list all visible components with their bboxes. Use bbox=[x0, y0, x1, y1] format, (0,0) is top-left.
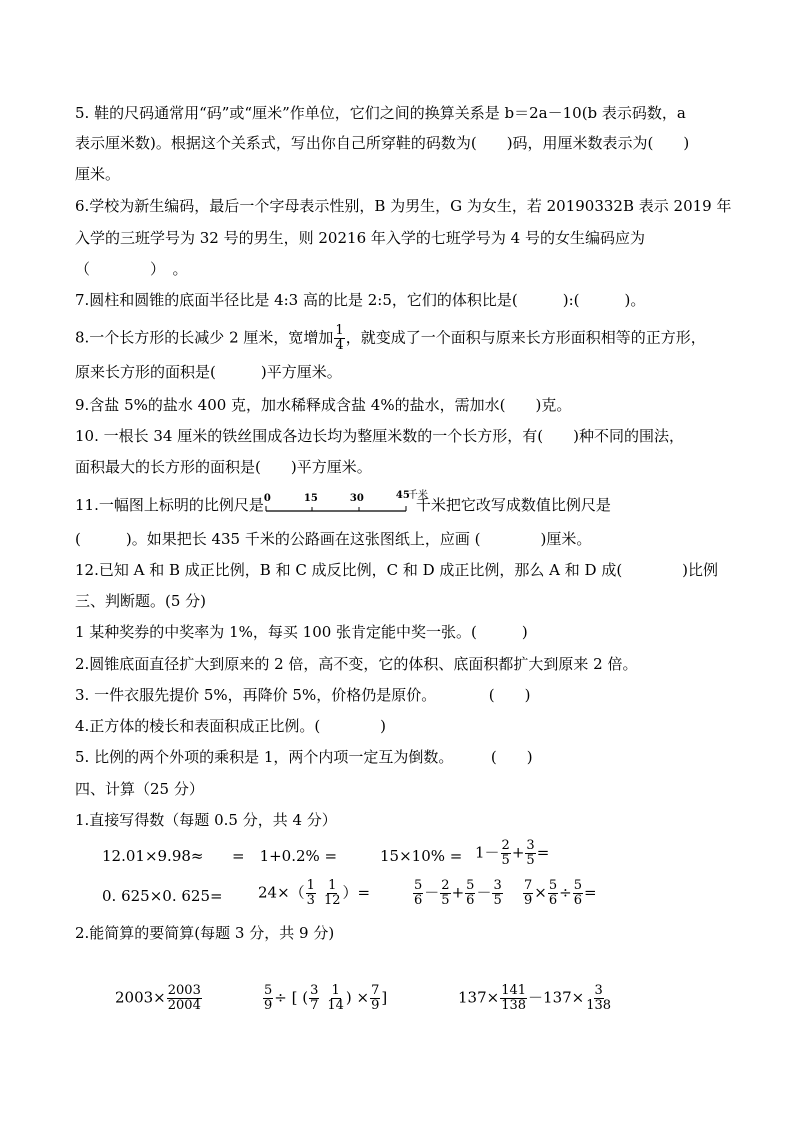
expr-op: ] bbox=[381, 988, 388, 1007]
q10-line1: 10. 一根长 34 厘米的铁丝围成各边长均为整厘米数的一个长方形，有( )种不同的围法， bbox=[75, 427, 684, 445]
frac-den: 9 bbox=[371, 998, 380, 1013]
frac-num: 5 bbox=[573, 878, 582, 893]
calc-r2-b-frac1 bbox=[306, 879, 316, 908]
scale-label-30: 30 bbox=[349, 493, 364, 504]
q11-line1 bbox=[75, 490, 611, 518]
q5-line2: 表示厘米数)。根据这个关系式，写出你自己所穿鞋的码数为( )码，用厘米数表示为( ) bbox=[75, 134, 690, 152]
calc-r2-b bbox=[258, 879, 370, 908]
frac-num: 3 bbox=[493, 878, 502, 893]
judge-item-3: 3. 一件衣服先提价 5%，再降价 5%，价格仍是原价。 ( ) bbox=[75, 686, 531, 704]
expr-op: ) × bbox=[345, 988, 370, 1007]
calc-r1-d-pre: 1－ bbox=[475, 843, 500, 862]
expr-frac bbox=[585, 984, 612, 1013]
frac-num: 1 bbox=[328, 878, 337, 893]
simplify-expr-1 bbox=[115, 984, 203, 1013]
calc-r1-d-post: = bbox=[536, 843, 550, 862]
q5-line3: 厘米。 bbox=[75, 165, 121, 183]
frac-den: 5 bbox=[493, 893, 502, 908]
frac-den: 14 bbox=[327, 998, 344, 1013]
q11-post: 千米把它改写成数值比例尺是 bbox=[415, 496, 611, 514]
calc-op: + bbox=[451, 883, 465, 902]
calc-r2-a: 0. 625×0. 625= bbox=[102, 887, 223, 905]
calc-r1-a: 12.01×9.98≈ bbox=[102, 847, 204, 865]
calc-op: = bbox=[584, 883, 597, 902]
q11-line2: ( )。如果把长 435 千米的公路画在这张图纸上，应画 ( )厘米。 bbox=[75, 530, 592, 548]
frac-den: 3 bbox=[306, 893, 315, 908]
section4-sub2: 2.能简算的要简算(每题 3 分，共 9 分) bbox=[75, 924, 335, 942]
calc-r2-d-frac1 bbox=[523, 879, 533, 908]
q10-line2: 面积最大的长方形的面积是( )平方厘米。 bbox=[75, 458, 372, 476]
frac-den: 9 bbox=[264, 998, 273, 1013]
frac-num: 5 bbox=[264, 983, 273, 998]
frac-num: 3 bbox=[526, 838, 535, 853]
calc-r2-b-frac2 bbox=[323, 879, 342, 908]
q8-line2: 原来长方形的面积是( )平方厘米。 bbox=[75, 363, 342, 381]
frac-num: 3 bbox=[594, 983, 603, 998]
frac-den: 5 bbox=[526, 853, 535, 868]
q12-line: 12.已知 A 和 B 成正比例，B 和 C 成反比例，C 和 D 成正比例，那么 A 和 D 成( )比例 bbox=[75, 561, 719, 579]
q8-frac-den: 4 bbox=[335, 338, 344, 353]
judge-item-1: 1 某种奖券的中奖率为 1%，每买 100 张肯定能中奖一张。( ) bbox=[75, 623, 528, 641]
judge-item-4: 4.正方体的棱长和表面积成正比例。( ) bbox=[75, 717, 387, 735]
frac-num: 3 bbox=[310, 983, 319, 998]
calc-op: － bbox=[424, 883, 440, 902]
q6-line2: 入学的三班学号为 32 号的男生，则 20216 年入学的七班学号为 4 号的女生编码应为 bbox=[75, 229, 645, 247]
calc-r2-b-pre: 24×（ bbox=[258, 883, 305, 902]
q11-pre: 11.一幅图上标明的比例尺是 bbox=[75, 496, 264, 514]
section4-sub1: 1.直接写得数（每题 0.5 分，共 4 分） bbox=[75, 811, 337, 829]
q8-line1 bbox=[75, 324, 706, 353]
q8-fraction bbox=[334, 324, 344, 353]
expr-frac bbox=[309, 984, 319, 1013]
scale-label-0: 0 bbox=[263, 493, 271, 504]
frac-num: 5 bbox=[466, 878, 475, 893]
calc-r2-c bbox=[412, 879, 504, 908]
frac-den: 138 bbox=[501, 998, 527, 1013]
frac-den: 6 bbox=[466, 893, 475, 908]
calc-r2-d bbox=[522, 879, 597, 908]
calc-r1-b: = 1+0.2% = bbox=[232, 847, 338, 865]
scale-bar bbox=[263, 490, 428, 518]
expr-op: ÷ [ ( bbox=[274, 988, 309, 1007]
frac-num: 7 bbox=[371, 983, 380, 998]
expr-pre: 137× bbox=[458, 988, 500, 1007]
q5-line1: 5. 鞋的尺码通常用“码”或“厘米”作单位，它们之间的换算关系是 b＝2a－10(b 表示码数，a bbox=[75, 104, 686, 122]
q6-line3: （ ） 。 bbox=[75, 260, 188, 278]
scale-label-45: 45 bbox=[395, 490, 410, 501]
section3-title: 三、判断题。(5 分) bbox=[75, 592, 207, 610]
frac-num: 2 bbox=[441, 878, 450, 893]
frac-num: 7 bbox=[524, 878, 533, 893]
frac-den: 9 bbox=[524, 893, 533, 908]
frac-den: 2004 bbox=[167, 998, 201, 1013]
simplify-expr-3 bbox=[458, 984, 613, 1013]
q9-line: 9.含盐 5%的盐水 400 克，加水稀释成含盐 4%的盐水，需加水( )克。 bbox=[75, 396, 572, 414]
judge-item-2: 2.圆锥底面直径扩大到原来的 2 倍，高不变，它的体积、底面积都扩大到原来 2 倍。 bbox=[75, 655, 638, 673]
frac-num: 1 bbox=[331, 983, 340, 998]
scale-bar-graphic bbox=[264, 494, 414, 518]
calc-r2-c-frac2 bbox=[440, 879, 450, 908]
q8-frac-num: 1 bbox=[335, 323, 344, 338]
calc-op: ÷ bbox=[559, 883, 572, 902]
frac-den: 6 bbox=[548, 893, 558, 908]
expr-frac bbox=[500, 984, 527, 1013]
q8-pre: 8.一个长方形的长减少 2 厘米，宽增加 bbox=[75, 328, 334, 347]
expr-pre: 2003× bbox=[115, 988, 166, 1007]
frac-num: 5 bbox=[414, 878, 423, 893]
frac-den: 6 bbox=[414, 893, 423, 908]
q6-line1: 6.学校为新生编码，最后一个字母表示性别，B 为男生，G 为女生，若 20190332B 表示 2019 年 bbox=[75, 197, 732, 215]
calc-op: － bbox=[476, 883, 492, 902]
frac-num: 2 bbox=[501, 838, 510, 853]
frac-den: 138 bbox=[586, 998, 612, 1013]
frac-den: 6 bbox=[573, 893, 582, 908]
frac-den: 5 bbox=[441, 893, 450, 908]
frac-den: 5 bbox=[501, 853, 510, 868]
calc-r2-c-frac1 bbox=[413, 879, 423, 908]
frac-num: 1 bbox=[306, 878, 315, 893]
expr-frac bbox=[167, 984, 202, 1013]
calc-r1-d-op: + bbox=[511, 843, 525, 862]
simplify-expr-2 bbox=[262, 984, 387, 1013]
calc-r1-d-frac2 bbox=[525, 839, 535, 868]
expr-frac bbox=[326, 984, 345, 1013]
scale-unit: 千米 bbox=[407, 490, 428, 501]
calc-r1-d-frac1 bbox=[501, 839, 511, 868]
frac-den: 7 bbox=[310, 998, 319, 1013]
q7-line: 7.圆柱和圆锥的底面半径比是 4:3 高的比是 2:5，它们的体积比是( ):( )。 bbox=[75, 291, 646, 309]
expr-op: －137× bbox=[528, 988, 585, 1007]
calc-r2-b-post: ）= bbox=[342, 883, 371, 902]
q8-post: ，就变成了一个面积与原来长方形面积相等的正方形， bbox=[345, 328, 706, 347]
frac-den: 12 bbox=[323, 893, 341, 908]
section4-title: 四、计算（25 分） bbox=[75, 780, 204, 798]
calc-r2-c-frac3 bbox=[465, 879, 475, 908]
judge-item-5: 5. 比例的两个外项的乘积是 1，两个内项一定互为倒数。 ( ) bbox=[75, 748, 533, 766]
calc-r2-c-frac4 bbox=[492, 879, 502, 908]
frac-num: 5 bbox=[548, 878, 558, 893]
calc-r2-d-frac3 bbox=[573, 879, 583, 908]
frac-num: 141 bbox=[501, 983, 527, 998]
calc-r2-d-frac2 bbox=[548, 879, 558, 908]
expr-frac bbox=[263, 984, 273, 1013]
expr-frac bbox=[370, 984, 380, 1013]
calc-r1-d bbox=[475, 839, 549, 868]
scale-label-15: 15 bbox=[303, 493, 318, 504]
calc-op: × bbox=[534, 883, 547, 902]
calc-r1-c: 15×10% = bbox=[380, 847, 463, 865]
frac-num: 2003 bbox=[167, 983, 201, 998]
